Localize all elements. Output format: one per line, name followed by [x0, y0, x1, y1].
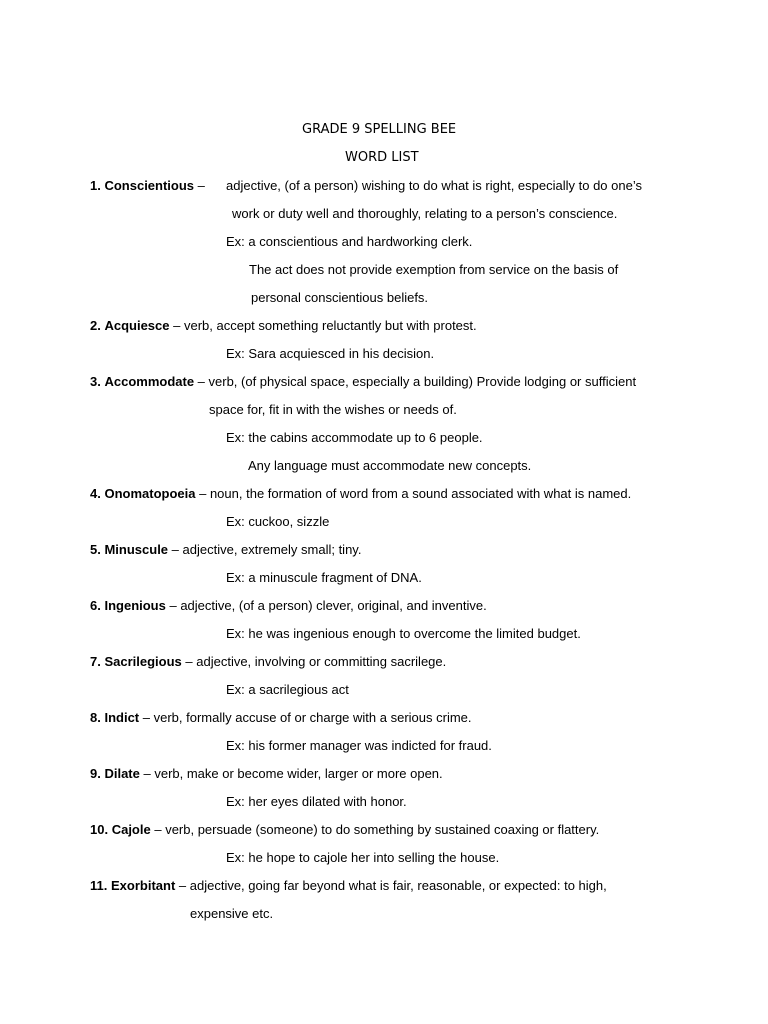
entry-dash: – [139, 766, 155, 781]
entry-dash: – [150, 822, 166, 837]
entry-number: 4. [90, 486, 101, 501]
word-entry-2 [90, 318, 477, 334]
word-entry-6 [90, 598, 487, 614]
entry-number: 8. [90, 710, 101, 725]
entry-word: Dilate [104, 766, 140, 781]
entry-dash: – [194, 178, 205, 193]
example-line: Ex: the cabins accommodate up to 6 people. [226, 430, 483, 445]
definition-text: verb, persuade (someone) to do something by sustained coaxing or flattery. [165, 822, 600, 837]
definition-line: work or duty well and thoroughly, relating to a person’s conscience. [232, 206, 618, 221]
entry-dash: – [139, 710, 154, 725]
example-line: The act does not provide exemption from service on the basis of [249, 262, 619, 277]
definition-text: verb, make or become wider, larger or more open. [154, 766, 443, 781]
example-line: Ex: a conscientious and hardworking clerk. [226, 234, 473, 249]
entry-number: 7. [90, 654, 101, 669]
definition-line: adjective, (of a person) wishing to do what is right, especially to do one’s [226, 178, 642, 193]
entry-number: 1. [90, 178, 101, 193]
page-title: GRADE 9 SPELLING BEE [302, 122, 457, 137]
definition-text: verb, accept something reluctantly but with protest. [183, 318, 477, 333]
word-entry-5 [90, 542, 361, 558]
entry-word: Minuscule [104, 542, 169, 557]
entry-word: Accommodate [104, 374, 195, 389]
entry-number: 9. [90, 766, 101, 781]
definition-text: adjective, (of a person) clever, original, and inventive. [180, 598, 487, 613]
example-line: Ex: a sacrilegious act [226, 682, 349, 697]
example-line: Ex: her eyes dilated with honor. [226, 794, 407, 809]
entry-dash: – [165, 598, 181, 613]
entry-number: 5. [90, 542, 101, 557]
entry-word: Exorbitant [110, 878, 176, 893]
example-line: Ex: his former manager was indicted for fraud. [226, 738, 492, 753]
entry-word: Indict [104, 710, 140, 725]
entry-word: Sacrilegious [104, 654, 182, 669]
word-entry-10 [90, 822, 599, 838]
definition-line: space for, fit in with the wishes or needs of. [209, 402, 457, 417]
word-entry-3 [90, 374, 636, 390]
definition-text: adjective, going far beyond what is fair, reasonable, or expected: to high, [189, 878, 607, 893]
example-line: Any language must accommodate new concepts. [248, 458, 532, 473]
word-entry-9 [90, 766, 443, 782]
entry-word: Acquiesce [104, 318, 170, 333]
example-line: Ex: he was ingenious enough to overcome the limited budget. [226, 626, 581, 641]
entry-dash: – [175, 878, 190, 893]
example-line: Ex: he hope to cajole her into selling the house. [226, 850, 500, 865]
entry-dash: – [169, 318, 184, 333]
entry-dash: – [195, 486, 210, 501]
entry-number: 6. [90, 598, 101, 613]
entry-dash: – [168, 542, 183, 557]
entry-word: Onomatopoeia [104, 486, 196, 501]
entry-dash: – [181, 654, 197, 669]
page-subtitle: WORD LIST [345, 150, 419, 165]
definition-text: noun, the formation of word from a sound associated with what is named. [209, 486, 632, 501]
example-line: Ex: a minuscule fragment of DNA. [226, 570, 422, 585]
example-line: Ex: cuckoo, sizzle [226, 514, 330, 529]
entry-word: Cajole [111, 822, 151, 837]
word-entry-4 [90, 486, 631, 502]
entry-number: 10. [90, 822, 109, 837]
word-entry-7 [90, 654, 446, 670]
entry-number: 2. [90, 318, 101, 333]
word-entry-8 [90, 710, 472, 726]
definition-line: expensive etc. [190, 906, 274, 921]
definition-text: adjective, extremely small; tiny. [182, 542, 362, 557]
entry-number: 11. [90, 878, 108, 893]
word-entry-11 [90, 878, 607, 894]
example-line: Ex: Sara acquiesced in his decision. [226, 346, 435, 361]
entry-word: Conscientious [104, 178, 195, 193]
definition-text: adjective, involving or committing sacrilege. [196, 654, 447, 669]
definition-text: verb, (of physical space, especially a building) Provide lodging or sufficient [208, 374, 637, 389]
example-line: personal conscientious beliefs. [251, 290, 429, 305]
definition-text: verb, formally accuse of or charge with a serious crime. [153, 710, 472, 725]
word-entry-1 [90, 178, 205, 194]
entry-dash: – [194, 374, 209, 389]
entry-word: Ingenious [104, 598, 166, 613]
entry-number: 3. [90, 374, 101, 389]
